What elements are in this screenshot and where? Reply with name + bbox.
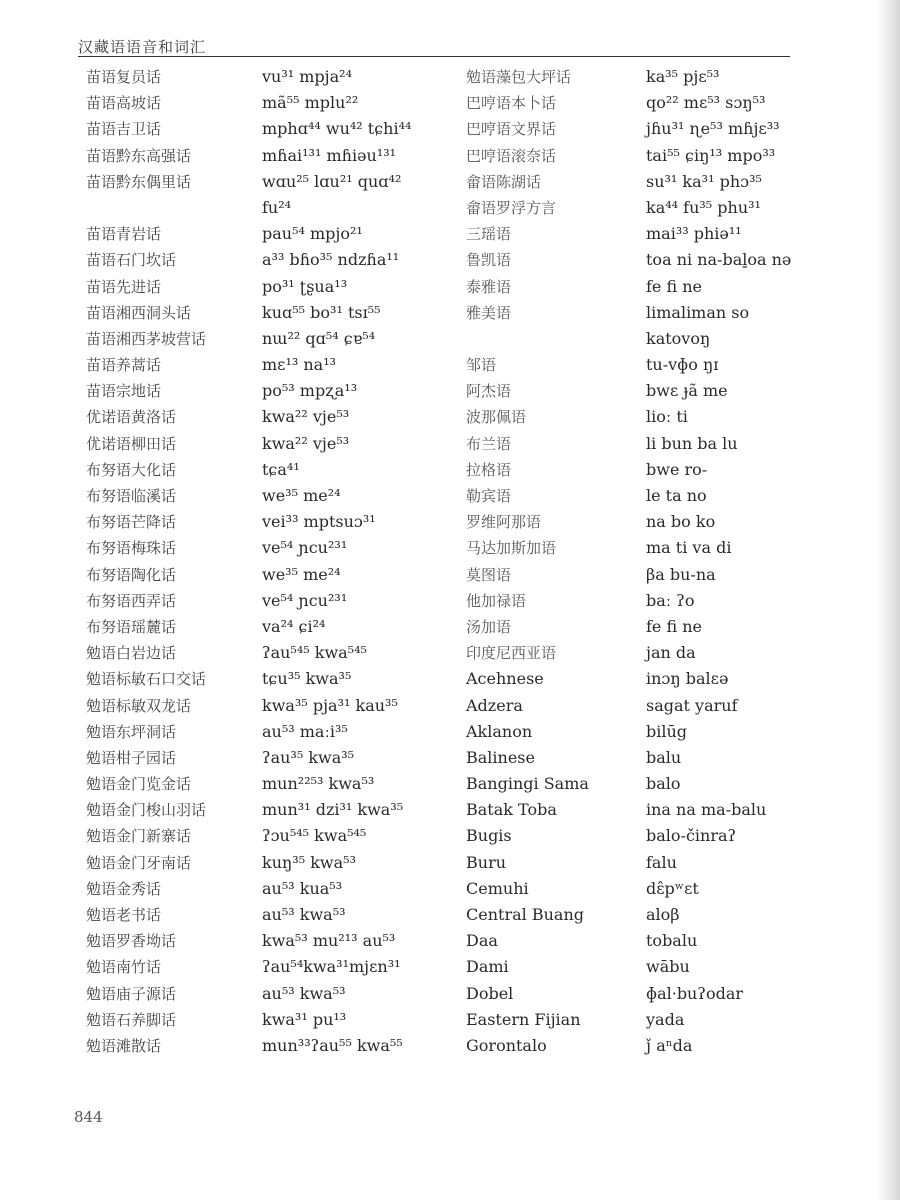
language-name: Balinese bbox=[466, 747, 535, 767]
language-name: 苗语高坡话 bbox=[86, 94, 162, 113]
word-form: limaliman so bbox=[646, 302, 750, 322]
language-name: Central Buang bbox=[466, 905, 584, 924]
language-name: Bangingi Sama bbox=[466, 774, 589, 794]
language-name: 勉语柑子园话 bbox=[86, 748, 177, 767]
word-form: au⁵³ kwa⁵³ bbox=[262, 983, 346, 1003]
language-name: 苗语湘西茅坡营话 bbox=[86, 329, 207, 348]
word-form: mun³¹ dzi³¹ kwa³⁵ bbox=[262, 800, 404, 820]
word-form: fe fi ne bbox=[646, 616, 703, 636]
language-name: 泰雅语 bbox=[466, 277, 512, 296]
page-edge-shadow bbox=[876, 0, 900, 1200]
language-name: 拉格语 bbox=[466, 460, 512, 479]
word-form: kwa²² vje⁵³ bbox=[262, 433, 350, 453]
word-form: ǰ aⁿda bbox=[646, 1035, 693, 1055]
word-form: kuŋ³⁵ kwa⁵³ bbox=[262, 852, 356, 872]
language-name: 布努语临溪话 bbox=[86, 487, 177, 505]
language-name: 雅美语 bbox=[466, 303, 512, 322]
word-form: bwɛ ɟã me bbox=[646, 381, 728, 401]
language-name: 莫图语 bbox=[466, 565, 512, 584]
language-name: 阿杰语 bbox=[466, 382, 512, 401]
language-name: 勉语老书话 bbox=[86, 906, 162, 924]
word-form: mun³³ʔau⁵⁵ kwa⁵⁵ bbox=[262, 1035, 403, 1055]
word-form: inɔŋ balɛə bbox=[646, 669, 729, 689]
form-column-right bbox=[646, 64, 791, 1059]
page-number: 844 bbox=[74, 1108, 103, 1126]
word-form: yada bbox=[646, 1009, 685, 1029]
word-form: po³¹ ʈʂua¹³ bbox=[262, 276, 348, 296]
word-form: mphɑ⁴⁴ wu⁴² tɕhi⁴⁴ bbox=[262, 119, 412, 139]
language-name: 布努语大化话 bbox=[86, 460, 177, 479]
word-form: we³⁵ me²⁴ bbox=[262, 564, 341, 584]
word-form: po⁵³ mpʐa¹³ bbox=[262, 381, 358, 401]
language-name: 勉语庙子源话 bbox=[86, 984, 177, 1003]
language-name: 优诺语黄洛话 bbox=[86, 408, 177, 427]
word-form: sagat yaruf bbox=[646, 695, 738, 715]
language-name: 汤加语 bbox=[466, 617, 512, 636]
word-form: dɛ̂pʷɛt bbox=[646, 878, 699, 898]
word-form: wɑu²⁵ lɑu²¹ quɑ⁴² bbox=[262, 171, 402, 191]
word-form: ʔau⁵⁴⁵ kwa⁵⁴⁵ bbox=[262, 643, 367, 663]
word-form: mɦai¹³¹ mɦiəu¹³¹ bbox=[262, 145, 397, 165]
word-form: nɯ²² qɑ⁵⁴ ɕɐ⁵⁴ bbox=[262, 328, 376, 348]
language-name bbox=[86, 195, 206, 221]
language-name: 巴哼语文界话 bbox=[466, 120, 557, 139]
word-form: wābu bbox=[646, 957, 690, 977]
language-name: Gorontalo bbox=[466, 1035, 547, 1055]
word-form: au⁵³ kua⁵³ bbox=[262, 878, 343, 898]
word-form: ve⁵⁴ ɲcu²³¹ bbox=[262, 538, 348, 558]
language-name: 勉语金门览金话 bbox=[86, 775, 192, 794]
word-form: su³¹ ka³¹ phɔ³⁵ bbox=[646, 171, 762, 191]
word-form: ma ti va di bbox=[646, 538, 732, 558]
language-name: 勉语滩散话 bbox=[86, 1036, 162, 1055]
word-form: ve⁵⁴ ɲcu²³¹ bbox=[262, 590, 348, 610]
header-rule bbox=[78, 56, 790, 57]
language-column-left bbox=[86, 64, 206, 1059]
language-name: 勉语标敏石口交话 bbox=[86, 670, 207, 689]
language-name: 苗语养蒿话 bbox=[86, 356, 162, 375]
form-column-left bbox=[262, 64, 411, 1059]
language-name: 布努语芒降话 bbox=[86, 513, 177, 532]
language-name: 优诺语柳田话 bbox=[86, 434, 177, 453]
language-name: 苗语石门坎话 bbox=[86, 251, 177, 270]
word-form: lioː ti bbox=[646, 407, 688, 427]
word-form: li bun ba lu bbox=[646, 433, 738, 453]
word-form: balu bbox=[646, 747, 682, 767]
word-form: kwa³⁵ pja³¹ kau³⁵ bbox=[262, 695, 398, 715]
language-name: 苗语吉卫话 bbox=[86, 120, 162, 139]
language-name: 苗语黔东高强话 bbox=[86, 146, 192, 165]
language-name: 巴哼语滚奈话 bbox=[466, 146, 557, 165]
word-form: aloβ bbox=[646, 905, 680, 924]
word-form: ɸal·buʔodar bbox=[646, 983, 743, 1003]
word-form: ʔau⁵⁴kwa³¹mjɛn³¹ bbox=[262, 957, 401, 977]
word-form: ka³⁵ pjɛ⁵³ bbox=[646, 67, 720, 86]
language-name: 巴哼语本卜话 bbox=[466, 94, 557, 113]
language-name: 勉语金秀话 bbox=[86, 879, 162, 898]
word-form: kwa⁵³ mu²¹³ au⁵³ bbox=[262, 931, 396, 951]
language-name: 波那佩语 bbox=[466, 408, 527, 427]
word-form: qo²² mɛ⁵³ sɔŋ⁵³ bbox=[646, 93, 766, 113]
word-form: falu bbox=[646, 852, 677, 872]
language-name: Eastern Fijian bbox=[466, 1009, 581, 1029]
language-name: 苗语宗地话 bbox=[86, 382, 162, 401]
language-name: Cemuhi bbox=[466, 878, 529, 898]
language-name: 勉语南竹话 bbox=[86, 958, 162, 977]
word-form: mã⁵⁵ mplu²² bbox=[262, 93, 359, 113]
word-form: tɕu³⁵ kwa³⁵ bbox=[262, 669, 352, 689]
language-name: Batak Toba bbox=[466, 800, 557, 820]
language-name: 罗维阿那语 bbox=[466, 513, 542, 532]
language-name: Bugis bbox=[466, 826, 512, 846]
language-name: Dami bbox=[466, 957, 509, 977]
word-form: tobalu bbox=[646, 931, 698, 951]
language-name: 畲语罗浮方言 bbox=[466, 198, 557, 217]
word-form: au⁵³ kwa⁵³ bbox=[262, 905, 346, 924]
word-form: katovoŋ bbox=[646, 328, 711, 348]
language-name: 他加禄语 bbox=[466, 591, 527, 610]
word-form: fe fi ne bbox=[646, 276, 703, 296]
word-form: pau⁵⁴ mpjo²¹ bbox=[262, 224, 363, 244]
language-name: 畲语陈湖话 bbox=[466, 172, 542, 191]
language-name: 布兰语 bbox=[466, 434, 512, 453]
language-name: 勉语白岩边话 bbox=[86, 644, 177, 663]
language-name: 马达加斯加语 bbox=[466, 539, 557, 558]
language-name: Dobel bbox=[466, 983, 514, 1003]
word-form: bilūg bbox=[646, 721, 688, 741]
word-form: balo-činraʔ bbox=[646, 826, 737, 846]
language-name: 鲁凯语 bbox=[466, 251, 512, 270]
word-form: kwa²² vje⁵³ bbox=[262, 407, 350, 427]
word-form: na bo ko bbox=[646, 512, 716, 532]
language-name: Adzera bbox=[466, 695, 523, 715]
word-form: au⁵³ maːi³⁵ bbox=[262, 721, 348, 741]
word-form: tɕa⁴¹ bbox=[262, 459, 300, 479]
word-form: baː ʔo bbox=[646, 590, 695, 610]
word-form: mɛ¹³ na¹³ bbox=[262, 355, 337, 375]
language-name: 勉语东坪洞话 bbox=[86, 722, 177, 741]
word-form: ka⁴⁴ fu³⁵ phu³¹ bbox=[646, 197, 761, 217]
word-form: βa bu-na bbox=[646, 564, 716, 584]
word-form: we³⁵ me²⁴ bbox=[262, 486, 341, 505]
word-form: mun²²⁵³ kwa⁵³ bbox=[262, 774, 375, 794]
language-name: 苗语先进话 bbox=[86, 277, 162, 296]
language-name: 苗语黔东偶里话 bbox=[86, 172, 192, 191]
language-name: 苗语青岩话 bbox=[86, 225, 162, 244]
language-name: 布努语梅珠话 bbox=[86, 539, 177, 558]
language-name: 勉语罗香坳话 bbox=[86, 932, 177, 951]
language-column-right bbox=[466, 64, 589, 1059]
word-form: mai³³ phiə¹¹ bbox=[646, 224, 742, 244]
word-form: ʔau³⁵ kwa³⁵ bbox=[262, 747, 355, 767]
word-form: toa ni na-baḻoa nə bbox=[646, 250, 792, 270]
word-form: tu-vɸo ŋɪ bbox=[646, 355, 719, 375]
word-form: balo bbox=[646, 774, 681, 794]
language-name: 布努语瑶麓话 bbox=[86, 617, 177, 636]
word-form: jɦu³¹ ɳe⁵³ mɦjɛ³³ bbox=[646, 119, 780, 139]
language-name: 苗语复员话 bbox=[86, 68, 162, 86]
language-name: 勉语标敏双龙话 bbox=[86, 696, 192, 715]
language-name: 邹语 bbox=[466, 356, 497, 375]
language-name: 勒宾语 bbox=[466, 487, 512, 505]
word-form: va²⁴ ɕi²⁴ bbox=[262, 616, 326, 636]
word-form: bwe ro- bbox=[646, 459, 708, 479]
language-name: 三瑶语 bbox=[466, 225, 512, 244]
word-form: jan da bbox=[646, 643, 696, 663]
word-form: tai⁵⁵ ɕiŋ¹³ mpo³³ bbox=[646, 145, 776, 165]
language-name: 勉语藻包大坪话 bbox=[466, 68, 572, 86]
language-name: 苗语湘西洞头话 bbox=[86, 303, 192, 322]
language-name: 勉语金门梭山羽话 bbox=[86, 801, 207, 820]
language-name: Daa bbox=[466, 931, 498, 951]
word-form: a³³ bɦo³⁵ ndzɦa¹¹ bbox=[262, 250, 400, 270]
word-form: kuɑ⁵⁵ bo³¹ tsɪ⁵⁵ bbox=[262, 302, 381, 322]
word-form: le ta no bbox=[646, 486, 707, 505]
language-name: 勉语石养脚话 bbox=[86, 1010, 177, 1029]
language-name: 布努语陶化话 bbox=[86, 565, 177, 584]
language-name: 印度尼西亚语 bbox=[466, 644, 557, 663]
language-name: Buru bbox=[466, 852, 507, 872]
language-name: Acehnese bbox=[466, 669, 544, 689]
word-form: ʔɔu⁵⁴⁵ kwa⁵⁴⁵ bbox=[262, 826, 367, 846]
language-name: Aklanon bbox=[466, 721, 533, 741]
word-form: vu³¹ mpja²⁴ bbox=[262, 67, 352, 86]
word-form: fu²⁴ bbox=[262, 197, 292, 217]
language-name: 勉语金门牙南话 bbox=[86, 853, 192, 872]
word-form: ina na ma-balu bbox=[646, 800, 767, 820]
word-form: vei³³ mptsuɔ³¹ bbox=[262, 512, 376, 532]
language-name: 勉语金门新寨话 bbox=[86, 827, 192, 846]
running-header-title: 汉藏语语音和词汇 bbox=[78, 38, 207, 56]
language-name bbox=[466, 326, 589, 352]
word-form: kwa³¹ pu¹³ bbox=[262, 1009, 347, 1029]
language-name: 布努语西弄话 bbox=[86, 591, 177, 610]
